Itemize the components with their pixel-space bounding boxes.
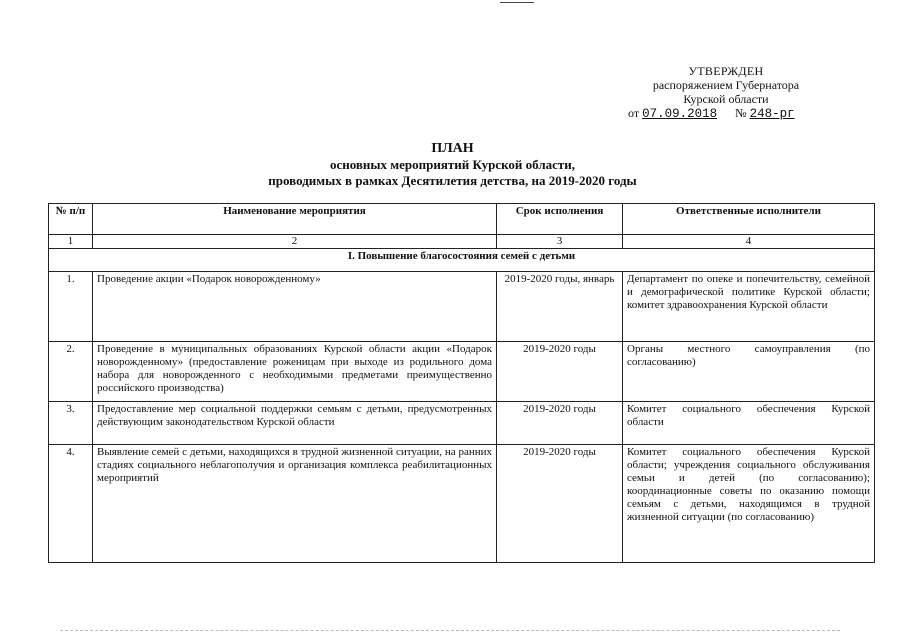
table-row xyxy=(49,342,875,402)
scan-top-rule xyxy=(500,2,534,3)
row-term: 2019-2020 годы xyxy=(497,445,623,563)
row-name: Предоставление мер социальной поддержки семьям с детьми, предусмотренных действующим законодательством Курской области xyxy=(93,402,497,445)
row-num: 4. xyxy=(49,445,93,563)
row-resp: Комитет социального обеспечения Курской области; учреждения социального обслуживания семьи и детей (по согласованию); координационные советы по оказанию помощи семьям с детьми, находящимся в трудной жизненной ситуации (по согласованию) xyxy=(623,445,875,563)
approval-stamp-block xyxy=(626,64,826,121)
row-term: 2019-2020 годы xyxy=(497,342,623,402)
colnum-1: 1 xyxy=(49,235,93,249)
colnum-4: 4 xyxy=(623,235,875,249)
row-name: Проведение в муниципальных образованиях Курской области акции «Подарок новорожденному» (предоставление роженицам при выходе из родильного дома набора для новорожденного с необходимыми предметами преимущественно российского производства) xyxy=(93,342,497,402)
column-number-row xyxy=(49,235,875,249)
section-row xyxy=(49,249,875,272)
approval-number-prefix: № xyxy=(735,106,747,120)
row-name: Выявление семей с детьми, находящихся в трудной жизненной ситуации, на ранних стадиях социального неблагополучия и организация комплекса реабилитационных мероприятий xyxy=(93,445,497,563)
approval-line-2: Курской области xyxy=(683,92,769,106)
plan-table xyxy=(48,203,875,563)
colnum-3: 3 xyxy=(497,235,623,249)
header-name: Наименование мероприятия xyxy=(93,204,497,235)
document-title xyxy=(0,141,905,189)
row-num: 1. xyxy=(49,272,93,342)
title-line-3: проводимых в рамках Десятилетия детства, на 2019-2020 годы xyxy=(268,173,637,188)
title-line-1: ПЛАН xyxy=(431,141,474,156)
approval-title: УТВЕРЖДЕН xyxy=(688,64,764,78)
row-term: 2019-2020 годы, январь xyxy=(497,272,623,342)
row-resp: Органы местного самоуправления (по согласованию) xyxy=(623,342,875,402)
section-title: I. Повышение благосостояния семей с детьми xyxy=(49,249,875,272)
header-num: № п/п xyxy=(49,204,93,235)
row-name: Проведение акции «Подарок новорожденному» xyxy=(93,272,497,342)
table-row xyxy=(49,445,875,563)
approval-date-prefix: от xyxy=(628,106,640,120)
table-row xyxy=(49,402,875,445)
header-resp: Ответственные исполнители xyxy=(623,204,875,235)
approval-number: 248-рг xyxy=(749,107,795,121)
row-term: 2019-2020 годы xyxy=(497,402,623,445)
table-row xyxy=(49,272,875,342)
row-num: 3. xyxy=(49,402,93,445)
table-header-row xyxy=(49,204,875,235)
header-term: Срок исполнения xyxy=(497,204,623,235)
scan-bottom-noise xyxy=(60,630,840,632)
row-resp: Комитет социального обеспечения Курской области xyxy=(623,402,875,445)
row-num: 2. xyxy=(49,342,93,402)
colnum-2: 2 xyxy=(93,235,497,249)
approval-date-line xyxy=(626,106,826,121)
approval-date: 07.09.2018 xyxy=(642,107,718,121)
title-line-2: основных мероприятий Курской области, xyxy=(329,157,576,172)
approval-line-1: распоряжением Губернатора xyxy=(652,78,800,92)
row-resp: Департамент по опеке и попечительству, семейной и демографической политике Курской области; комитет здравоохранения Курской области xyxy=(623,272,875,342)
